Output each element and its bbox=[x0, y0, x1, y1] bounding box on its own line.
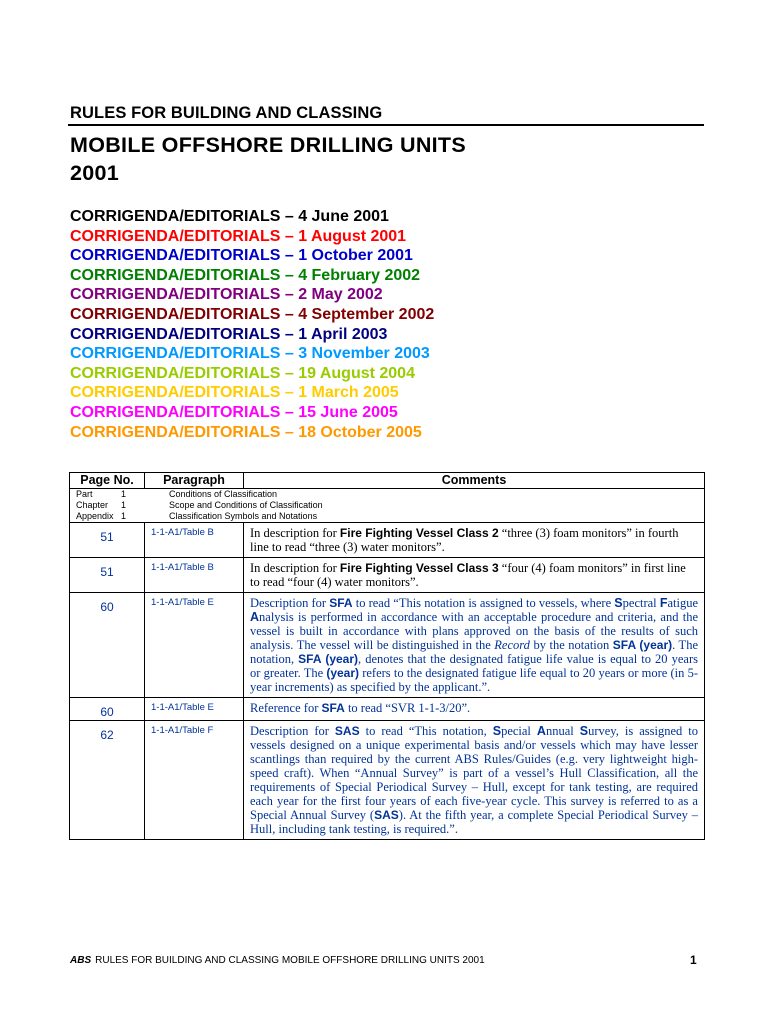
corrigenda-label: CORRIGENDA/EDITORIALS bbox=[70, 227, 281, 245]
table-row bbox=[70, 721, 705, 840]
location-row bbox=[70, 489, 705, 523]
location-cell bbox=[70, 489, 705, 523]
corrigenda-date: – 2 May 2002 bbox=[284, 286, 383, 304]
main-title-year: 2001 bbox=[70, 161, 120, 185]
paragraph-cell: 1-1-A1/Table E bbox=[145, 698, 244, 721]
corrigenda-label: CORRIGENDA/EDITORIALS bbox=[70, 266, 281, 284]
corrigenda-label: CORRIGENDA/EDITORIALS bbox=[70, 305, 281, 323]
location-chapter: Chapter 1 Scope and Conditions of Classification bbox=[76, 500, 323, 510]
corrigenda-label: CORRIGENDA/EDITORIALS bbox=[70, 345, 281, 363]
table-row bbox=[70, 593, 705, 698]
corrigenda-item bbox=[70, 383, 434, 403]
comment-cell: Description for SFA to read “This notation is assigned to vessels, where Spectral Fatigue Analysis is performed in accordance with an acceptable procedure and criteria, and the vessel is built in accordance with plans approved on the basis of the results of such analysis. The vessel will be distinguished in the Record by the notation SFA (year). The notation, SFA (year), denotes that the designated fatigue life value is equal to 20 years or greater. The (year) refers to the designated fatigue life equal to 20 years or more (in 5-year increments) as specified by the applicant.”. bbox=[244, 593, 705, 698]
table-row bbox=[70, 698, 705, 721]
comment-cell: In description for Fire Fighting Vessel Class 2 “three (3) foam monitors” in fourth line to read “three (3) water monitors”. bbox=[244, 523, 705, 558]
abs-logo: ABS bbox=[70, 955, 92, 966]
page-number: 1 bbox=[690, 953, 697, 967]
table-header-row bbox=[70, 473, 705, 489]
corrigenda-date: – 18 October 2005 bbox=[284, 423, 422, 441]
footer-text: RULES FOR BUILDING AND CLASSING MOBILE OFFSHORE DRILLING UNITS 2001 bbox=[95, 955, 485, 966]
header-page-no: Page No. bbox=[70, 473, 145, 489]
table-row bbox=[70, 523, 705, 558]
corrections-table bbox=[69, 472, 705, 840]
corrigenda-date: – 4 February 2002 bbox=[284, 266, 421, 284]
header-paragraph: Paragraph bbox=[145, 473, 244, 489]
corrigenda-date: – 1 March 2005 bbox=[284, 384, 399, 402]
corrigenda-label: CORRIGENDA/EDITORIALS bbox=[70, 423, 281, 441]
paragraph-cell: 1-1-A1/Table E bbox=[145, 593, 244, 698]
main-title-line1: MOBILE OFFSHORE DRILLING UNITS bbox=[70, 133, 466, 157]
corrigenda-item bbox=[70, 423, 434, 443]
title-divider bbox=[68, 124, 704, 126]
comment-cell: Reference for SFA to read “SVR 1-1-3/20”. bbox=[244, 698, 705, 721]
corrigenda-label: CORRIGENDA/EDITORIALS bbox=[70, 364, 281, 382]
paragraph-cell: 1-1-A1/Table F bbox=[145, 721, 244, 840]
corrigenda-item bbox=[70, 207, 434, 227]
page-number-cell: 51 bbox=[70, 558, 145, 593]
paragraph-cell: 1-1-A1/Table B bbox=[145, 558, 244, 593]
page-number-cell: 62 bbox=[70, 721, 145, 840]
header-comments: Comments bbox=[244, 473, 705, 489]
corrigenda-date: – 4 June 2001 bbox=[284, 208, 389, 225]
rules-title: RULES FOR BUILDING AND CLASSING bbox=[70, 104, 383, 122]
paragraph-cell: 1-1-A1/Table B bbox=[145, 523, 244, 558]
corrigenda-date: – 1 August 2001 bbox=[284, 227, 407, 245]
corrigenda-label: CORRIGENDA/EDITORIALS bbox=[70, 403, 281, 421]
corrigenda-list bbox=[70, 207, 434, 442]
corrigenda-label: CORRIGENDA/EDITORIALS bbox=[70, 286, 281, 304]
page-number-cell: 51 bbox=[70, 523, 145, 558]
table-row bbox=[70, 558, 705, 593]
corrigenda-date: – 15 June 2005 bbox=[284, 403, 398, 421]
corrigenda-item bbox=[70, 325, 434, 345]
corrigenda-label: CORRIGENDA/EDITORIALS bbox=[70, 247, 281, 265]
location-part: Part 1 Conditions of Classification bbox=[76, 489, 278, 499]
corrigenda-date: – 3 November 2003 bbox=[284, 345, 430, 363]
corrigenda-item bbox=[70, 364, 434, 384]
corrigenda-date: – 1 April 2003 bbox=[284, 325, 388, 343]
corrigenda-item bbox=[70, 305, 434, 325]
comment-cell: In description for Fire Fighting Vessel Class 3 “four (4) foam monitors” in first line to read “four (4) water monitors”. bbox=[244, 558, 705, 593]
corrigenda-date: – 4 September 2002 bbox=[284, 305, 435, 323]
corrigenda-item bbox=[70, 266, 434, 286]
corrigenda-item bbox=[70, 285, 434, 305]
corrigenda-label: CORRIGENDA/EDITORIALS bbox=[70, 384, 281, 402]
corrigenda-label: CORRIGENDA/EDITORIALS bbox=[70, 208, 281, 225]
location-appendix: Appendix 1 Classification Symbols and Notations bbox=[76, 511, 318, 521]
corrigenda-item bbox=[70, 403, 434, 423]
corrigenda-label: CORRIGENDA/EDITORIALS bbox=[70, 325, 281, 343]
corrigenda-date: – 19 August 2004 bbox=[284, 364, 415, 382]
comment-cell: Description for SAS to read “This notation, Special Annual Survey, is assigned to vessels designed on a unique experimental basis and/or vessels which may have lesser scantlings than required by the current ABS Rules/Guides (e.g. very lightweight high-speed craft). When “Annual Survey” is part of a vessel’s Hull Classification, all the requirements of Special Periodical Survey – Hull, except for tank testing, are required each year for the first four years of each five-year cycle. This survey is referred to as a Special Annual Survey (SAS). At the fifth year, a complete Special Periodical Survey – Hull, including tank testing, is required.”. bbox=[244, 721, 705, 840]
corrigenda-date: – 1 October 2001 bbox=[284, 247, 413, 265]
page-footer bbox=[70, 955, 485, 966]
page-number-cell: 60 bbox=[70, 593, 145, 698]
main-title bbox=[70, 131, 466, 187]
corrigenda-item bbox=[70, 246, 434, 266]
corrigenda-item bbox=[70, 227, 434, 247]
page-number-cell: 60 bbox=[70, 698, 145, 721]
corrigenda-item bbox=[70, 344, 434, 364]
